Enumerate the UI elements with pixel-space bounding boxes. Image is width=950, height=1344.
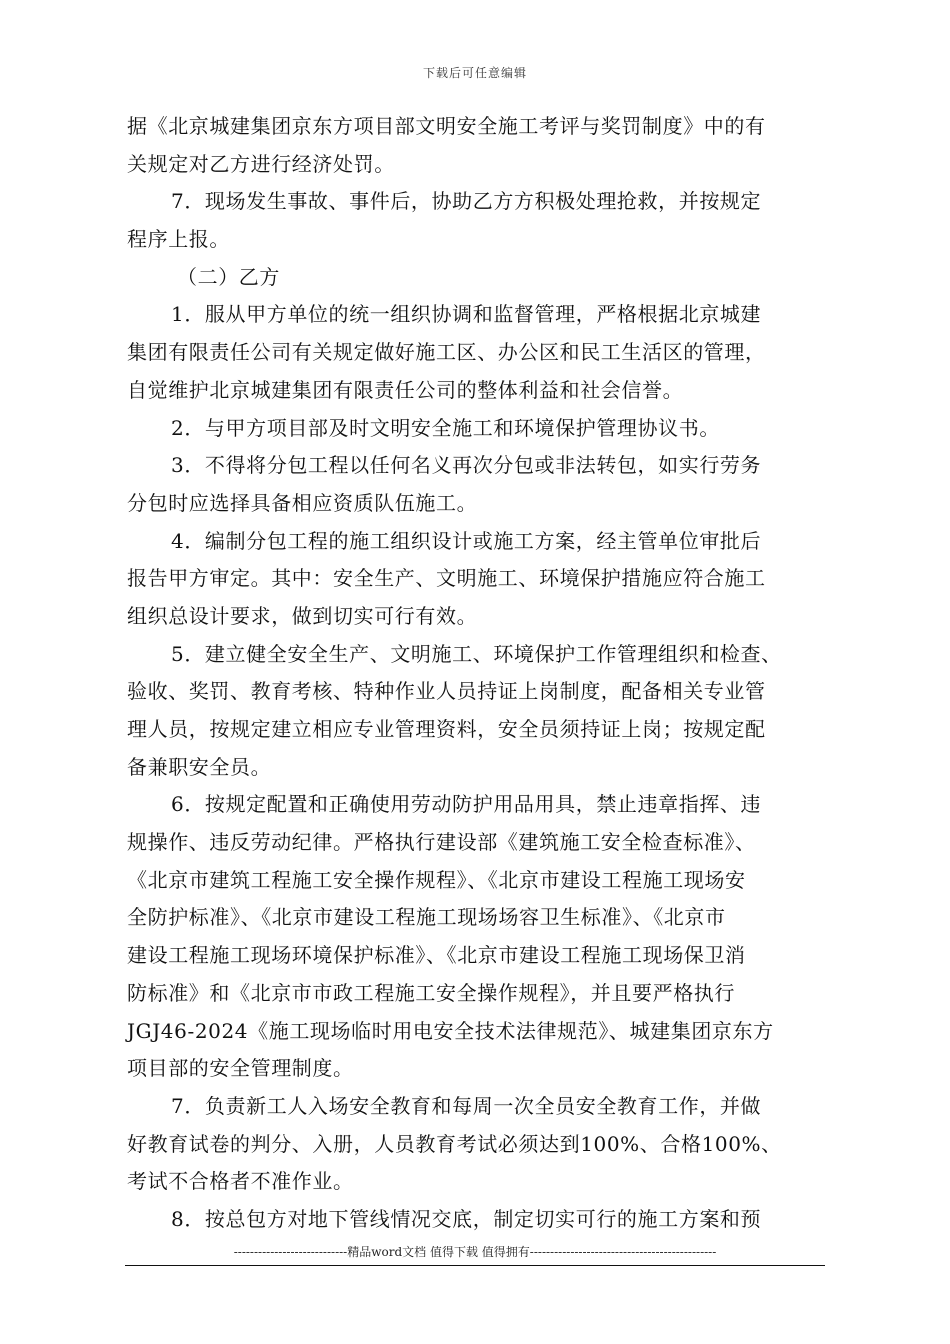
paragraph-start: 3．不得将分包工程以任何名义再次分包或非法转包，如实行劳务 bbox=[171, 453, 762, 478]
text-line: 验收、奖罚、教育考核、特种作业人员持证上岗制度，配备相关专业管 bbox=[127, 679, 766, 704]
paragraph-start: 1．服从甲方单位的统一组织协调和监督管理，严格根据北京城建 bbox=[171, 302, 762, 327]
paragraph-start: 7．现场发生事故、事件后，协助乙方方积极处理抢救，并按规定 bbox=[171, 189, 762, 214]
page-footer: ----------------------------精品word文档 值得下载 值得拥有---------------------------------------------- bbox=[233, 1245, 717, 1259]
text-line: 理人员，按规定建立相应专业管理资料，安全员须持证上岗；按规定配 bbox=[127, 717, 766, 741]
paragraph-start: 6．按规定配置和正确使用劳动防护用品用具，禁止违章指挥、违 bbox=[171, 792, 762, 817]
text-line: 规操作、违反劳动纪律。严格执行建设部《建筑施工安全检查标准》、 bbox=[127, 830, 756, 855]
text-line: 《北京市建筑工程施工安全操作规程》、《北京市建设工程施工现场安 bbox=[127, 867, 746, 892]
text-line: 关规定对乙方进行经济处罚。 bbox=[127, 151, 395, 176]
text-line: 备兼职安全员。 bbox=[127, 754, 272, 779]
text-line: 项目部的安全管理制度。 bbox=[127, 1056, 354, 1081]
paragraph-start: 2．与甲方项目部及时文明安全施工和环境保护管理协议书。 bbox=[171, 415, 720, 440]
page-header: 下载后可任意编辑 bbox=[422, 66, 527, 80]
text-line: 报告甲方审定。其中：安全生产、文明施工、环境保护措施应符合施工 bbox=[127, 566, 766, 591]
paragraph-start: 4．编制分包工程的施工组织设计或施工方案，经主管单位审批后 bbox=[171, 528, 762, 553]
text-line: 集团有限责任公司有关规定做好施工区、办公区和民工生活区的管理， bbox=[127, 340, 766, 365]
text-line: 全防护标准》、《北京市建设工程施工现场场容卫生标准》、《北京市 bbox=[127, 905, 726, 930]
text-line: 据《北京城建集团京东方项目部文明安全施工考评与奖罚制度》中的有 bbox=[127, 114, 766, 138]
paragraph-start: 8．按总包方对地下管线情况交底，制定切实可行的施工方案和预 bbox=[171, 1206, 762, 1231]
footer-divider bbox=[125, 1265, 825, 1266]
text-line: 程序上报。 bbox=[127, 227, 230, 252]
text-line: 好教育试卷的判分、入册，人员教育考试必须达到100%、合格100%、 bbox=[127, 1131, 782, 1156]
text-line: JGJ46-2024《施工现场临时用电安全技术法律规范》、城建集团京东方 bbox=[127, 1018, 774, 1043]
text-line: 考试不合格者不准作业。 bbox=[127, 1169, 354, 1194]
paragraph-start: 7．负责新工人入场安全教育和每周一次全员安全教育工作，并做 bbox=[171, 1093, 762, 1118]
text-line: 自觉维护北京城建集团有限责任公司的整体利益和社会信誉。 bbox=[127, 377, 684, 402]
text-line: 组织总设计要求，做到切实可行有效。 bbox=[127, 603, 478, 628]
paragraph-start: 5．建立健全安全生产、文明施工、环境保护工作管理组织和检查、 bbox=[171, 641, 782, 666]
text-line: 分包时应选择具备相应资质队伍施工。 bbox=[127, 490, 478, 515]
section-heading: （二）乙方 bbox=[177, 264, 280, 289]
text-line: 防标准》和《北京市市政工程施工安全操作规程》，并且要严格执行 bbox=[127, 980, 735, 1005]
text-line: 建设工程施工现场环境保护标准》、《北京市建设工程施工现场保卫消 bbox=[127, 943, 746, 968]
document-body bbox=[127, 108, 827, 1239]
